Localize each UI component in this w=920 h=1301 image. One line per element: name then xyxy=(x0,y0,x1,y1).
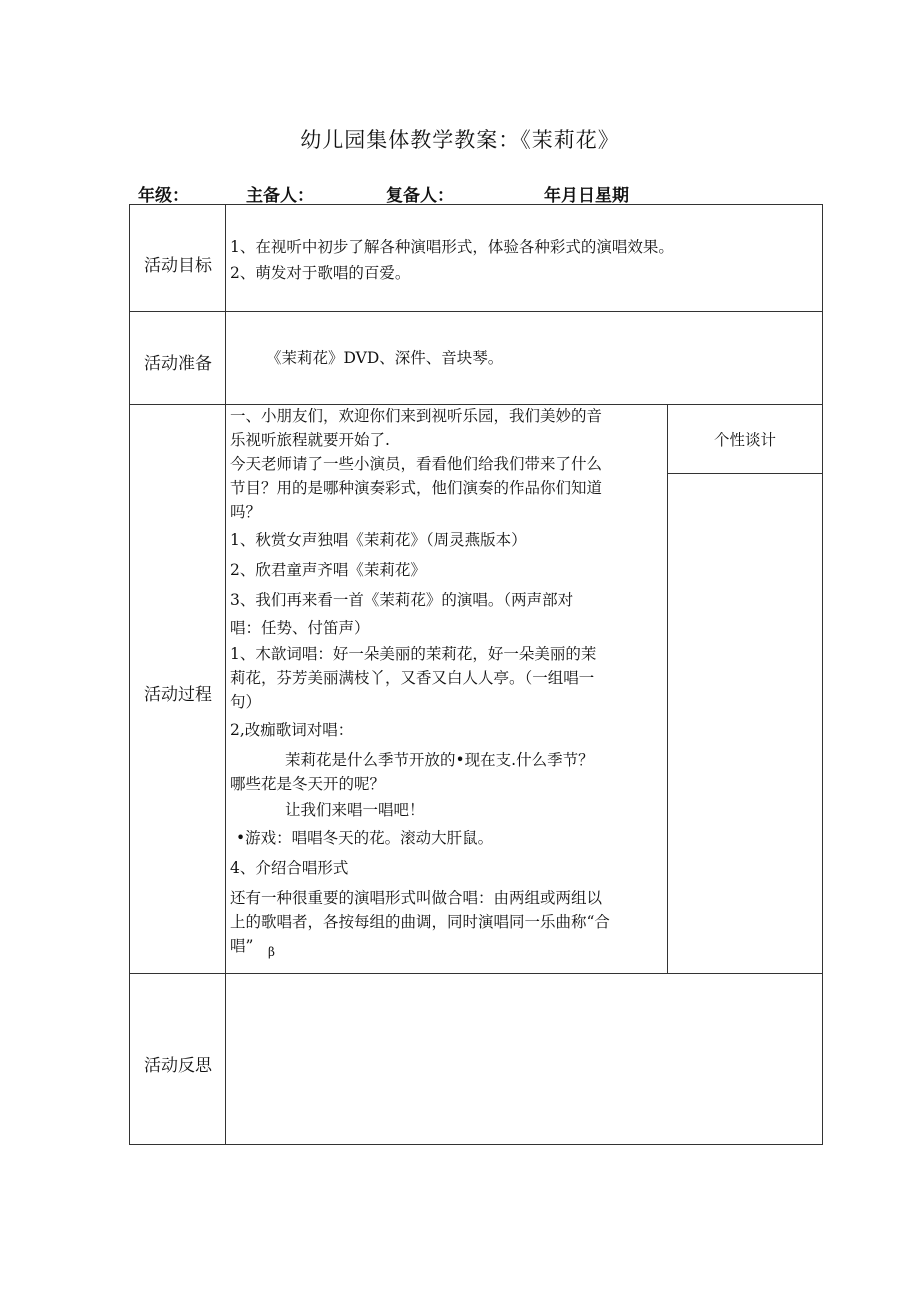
process-line: 让我们来唱一唱吧！ xyxy=(285,801,425,819)
side-header-divider xyxy=(667,473,822,474)
goal-label: 活动目标 xyxy=(144,256,212,276)
process-line: 4、介绍合唱形式 xyxy=(230,859,349,877)
goal-line-2: 2、萌发对于歌唱的百爱。 xyxy=(230,264,411,282)
lesson-plan-table xyxy=(129,204,823,1145)
date-label: 年月日星期 xyxy=(544,186,629,206)
process-line: 乐视听旅程就要开始了. xyxy=(230,431,390,449)
process-line: 今天老师请了一些小演员，看看他们给我们带来了什么 xyxy=(230,455,603,473)
reflection-content xyxy=(226,974,822,1144)
process-line: 上的歌唱者，各按每组的曲调，同时演唱同一乐曲称“合 xyxy=(230,913,610,931)
goal-line-1: 1、在视听中初步了解各种演唱形式，体验各种彩式的演唱效果。 xyxy=(230,238,674,256)
process-line-mark: β xyxy=(268,945,275,959)
process-line: •游戏：唱唱冬天的花。滚动大肝鼠。 xyxy=(236,829,494,847)
prep-text: 《茉莉花》DVD、深件、音块琴。 xyxy=(266,349,504,367)
preparer-label: 主备人： xyxy=(246,186,314,206)
process-line: 哪些花是冬天开的呢？ xyxy=(230,775,386,793)
process-line: 1、秋赏女声独唱《茉莉花》（周灵燕版本） xyxy=(230,531,527,549)
process-line: 茉莉花是什么季节开放的•现在支.什么季节？ xyxy=(285,751,594,769)
process-label: 活动过程 xyxy=(144,685,212,705)
personal-design-header: 个性谈计 xyxy=(713,431,776,449)
process-line: 莉花，芬芳美丽满枝丫，又香又白人人亭。（一组唱一 xyxy=(230,669,595,687)
process-line: 2、欣君童声齐唱《茉莉花》 xyxy=(230,561,426,579)
reflection-label: 活动反思 xyxy=(144,1056,212,1076)
process-line: 唱” xyxy=(230,937,254,955)
page-title: 幼儿园集体教学教案：《茉莉花》 xyxy=(300,128,620,152)
process-line: 节目？用的是哪种演奏彩式，他们演奏的作品你们知道 xyxy=(230,479,603,497)
process-line: 3、我们再来看一首《茉莉花》的演唱。（两声部对 xyxy=(230,591,574,609)
prep-label: 活动准备 xyxy=(144,354,212,374)
process-line: 吗？ xyxy=(230,503,262,521)
co-preparer-label: 复备人： xyxy=(386,186,454,206)
process-line: 一、小朋友们，欢迎你们来到视听乐园，我们美妙的音 xyxy=(230,407,603,425)
process-line: 句） xyxy=(230,693,262,711)
process-line: 唱：任势、付笛声） xyxy=(230,619,370,637)
row-divider xyxy=(130,311,822,312)
process-line: 还有一种很重要的演唱形式叫做合唱：由两组或两组以 xyxy=(230,889,603,907)
process-line: 1、木歆词唱：好一朵美丽的茉莉花，好一朵美丽的茉 xyxy=(230,645,597,663)
process-line: 2,改痂歌词对唱： xyxy=(230,721,354,739)
grade-label: 年级： xyxy=(138,186,189,206)
